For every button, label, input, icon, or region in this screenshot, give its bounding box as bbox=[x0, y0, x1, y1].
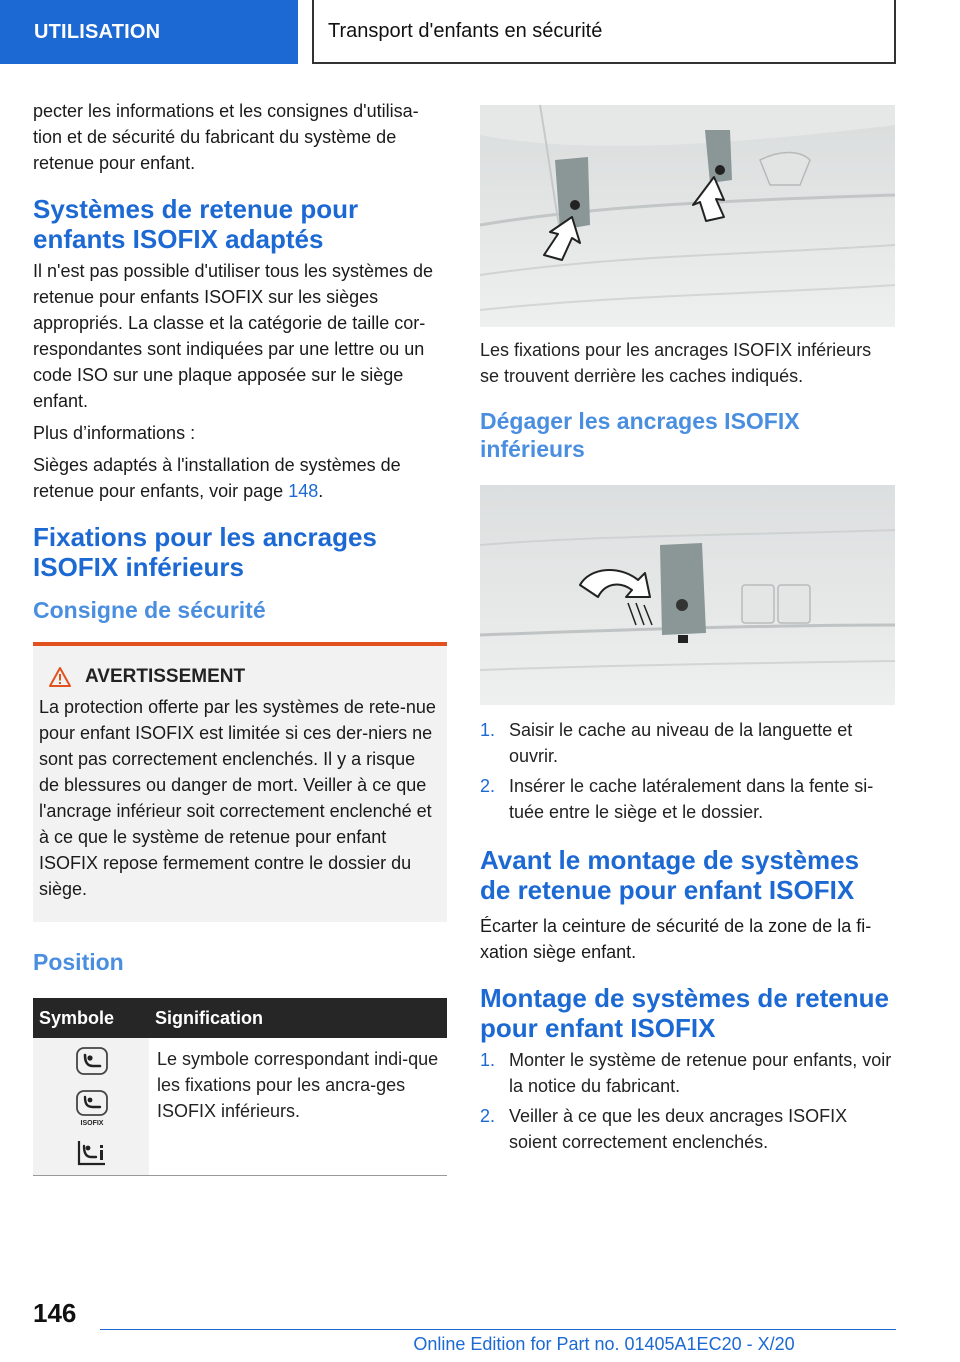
symbol-cell bbox=[33, 1038, 149, 1176]
isofix-info-icon bbox=[75, 1138, 109, 1168]
see-page-paragraph: Sièges adaptés à l'installation de systèmes de retenue pour enfants, voir page 148. bbox=[33, 455, 401, 501]
right-column bbox=[480, 105, 895, 1159]
heading-consigne: Consigne de sécurité bbox=[33, 597, 266, 623]
paragraph-avant-montage: Écarter la ceinture de sécurité de la zone de la fi-xation siège enfant. bbox=[480, 916, 872, 962]
warning-triangle-icon bbox=[49, 667, 71, 687]
paragraph-isofix-adaptes: Il n'est pas possible d'utiliser tous les systèmes de retenue pour enfants ISOFIX sur les sièges appropriés. La classe et la catégorie de taille cor-respondantes sont indiquées par une lettre ou un code ISO sur une plaque apposée sur le siège enfant. bbox=[33, 261, 434, 411]
more-info-label: Plus d’informations : bbox=[33, 423, 196, 443]
header-section bbox=[0, 0, 298, 64]
column-header-symbole: Symbole bbox=[33, 998, 149, 1038]
footer-edition: Online Edition for Part no. 01405A1EC20 - X/20 bbox=[413, 1334, 795, 1354]
isofix-seat-icon bbox=[75, 1046, 109, 1076]
heading-isofix-adaptes: Systèmes de retenue pour enfants ISOFIX adaptés bbox=[33, 194, 359, 254]
intro-paragraph: pecter les informations et les consignes d'utilisa-tion et de sécurité du fabricant du système de retenue pour enfant. bbox=[33, 101, 419, 173]
isofix-text: ISOFIX bbox=[80, 1120, 104, 1127]
caption-isofix-covers: Les fixations pour les ancrages ISOFIX inférieurs se trouvent derrière les caches indiqués. bbox=[480, 340, 872, 386]
list-item: 1. Saisir le cache au niveau de la languette et ouvrir. bbox=[480, 720, 853, 766]
heading-position: Position bbox=[33, 949, 124, 975]
header-chapter bbox=[312, 0, 896, 64]
steps-montage bbox=[480, 1047, 895, 1155]
photo-open-cover bbox=[480, 485, 895, 705]
steps-degager bbox=[480, 717, 895, 825]
heading-degager: Dégager les ancrages ISOFIX inférieurs bbox=[480, 408, 800, 462]
photo-isofix-covers bbox=[480, 105, 895, 327]
page-number: 146 bbox=[33, 1298, 77, 1328]
section-title: UTILISATION bbox=[34, 20, 161, 43]
footer-divider bbox=[100, 1329, 896, 1330]
meaning-cell: Le symbole correspondant indi-que les fixations pour les ancra-ges ISOFIX inférieurs. bbox=[149, 1038, 447, 1176]
column-header-signification: Signification bbox=[149, 998, 447, 1038]
warning-title: AVERTISSEMENT bbox=[85, 666, 246, 687]
symbol-table bbox=[33, 998, 447, 1176]
list-item: 2. Veiller à ce que les deux ancrages ISOFIX soient correctement enclenchés. bbox=[480, 1106, 848, 1152]
page-link-148[interactable]: 148 bbox=[288, 481, 319, 501]
heading-avant-montage: Avant le montage de systèmes de retenue pour enfant ISOFIX bbox=[480, 845, 860, 905]
warning-box bbox=[33, 642, 447, 922]
left-column bbox=[33, 98, 447, 1176]
isofix-labeled-icon bbox=[75, 1089, 109, 1127]
chapter-title: Transport d'enfants en sécurité bbox=[328, 19, 603, 42]
table-row bbox=[33, 1038, 447, 1176]
warning-text: La protection offerte par les systèmes de rete-nue pour enfant ISOFIX est limitée si ces der-niers ne sont pas correctement enclenchés. Il y a risque de blessures ou danger de mort. Veiller à ce que l'ancrage inférieur soit correctement enclenché et à ce que le système de retenue pour enfant ISOFIX repose fermement contre le dossier du siège. bbox=[39, 697, 436, 899]
list-item: 2. Insérer le cache latéralement dans la fente si-tuée entre le siège et le dossier. bbox=[480, 776, 874, 822]
list-item: 1. Monter le système de retenue pour enfants, voir la notice du fabricant. bbox=[480, 1050, 892, 1096]
heading-fixations: Fixations pour les ancrages ISOFIX inférieurs bbox=[33, 522, 377, 582]
heading-montage: Montage de systèmes de retenue pour enfant ISOFIX bbox=[480, 983, 889, 1043]
warning-header bbox=[39, 666, 439, 688]
